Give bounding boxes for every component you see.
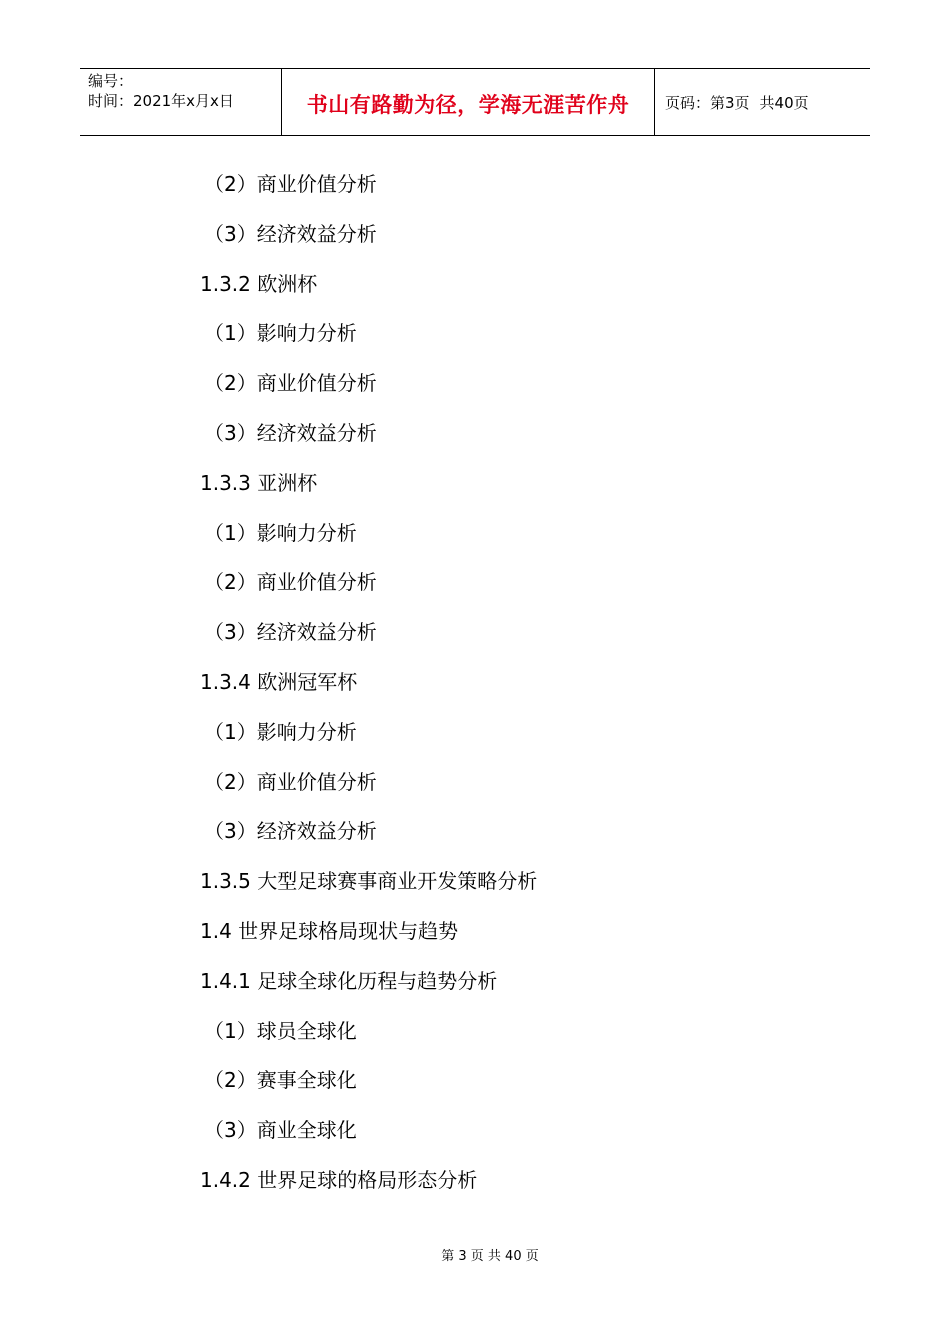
toc-section-heading: 1.4.2 世界足球的格局形态分析 (200, 1167, 478, 1192)
toc-subitem: （3）经济效益分析 (204, 221, 377, 246)
toc-subitem: （1）影响力分析 (204, 520, 357, 545)
toc-subitem: （3）经济效益分析 (204, 819, 377, 844)
header-meta (80, 69, 282, 135)
toc-subitem: （3）经济效益分析 (204, 420, 377, 445)
toc-subitem: （2）商业价值分析 (204, 570, 377, 595)
toc-section-heading: 1.4.1 足球全球化历程与趋势分析 (200, 968, 498, 993)
toc-section-heading: 1.3.5 大型足球赛事商业开发策略分析 (200, 869, 538, 894)
toc-section-heading: 1.4 世界足球格局现状与趋势 (200, 918, 459, 943)
toc-section-heading: 1.3.2 欧洲杯 (200, 271, 318, 296)
toc-section-heading: 1.3.4 欧洲冠军杯 (200, 669, 358, 694)
document-time-label: 时间：2021年x月x日 (88, 92, 234, 110)
table-of-contents (0, 160, 950, 1206)
toc-subitem: （1）影响力分析 (204, 321, 357, 346)
toc-subitem: （1）球员全球化 (204, 1018, 357, 1043)
document-number-label: 编号： (88, 72, 134, 90)
header-page-number: 页码：第3页 (665, 93, 750, 112)
toc-subitem: （2）商业价值分析 (204, 172, 377, 196)
page-footer: 第 3 页 共 40 页 (441, 1249, 539, 1264)
toc-subitem: （2）商业价值分析 (204, 371, 377, 396)
header-page-total: 共40页 (759, 93, 809, 112)
toc-subitem: （3）经济效益分析 (204, 620, 377, 645)
toc-subitem: （2）商业价值分析 (204, 769, 377, 794)
header-motto: 书山有路勤为径，学海无涯苦作舟 (282, 69, 655, 135)
toc-subitem: （1）影响力分析 (204, 719, 357, 744)
header-page-info (655, 69, 870, 135)
toc-subitem: （2）赛事全球化 (204, 1068, 357, 1093)
toc-subitem: （3）商业全球化 (204, 1118, 357, 1143)
page-header (80, 68, 870, 136)
toc-section-heading: 1.3.3 亚洲杯 (200, 470, 318, 495)
